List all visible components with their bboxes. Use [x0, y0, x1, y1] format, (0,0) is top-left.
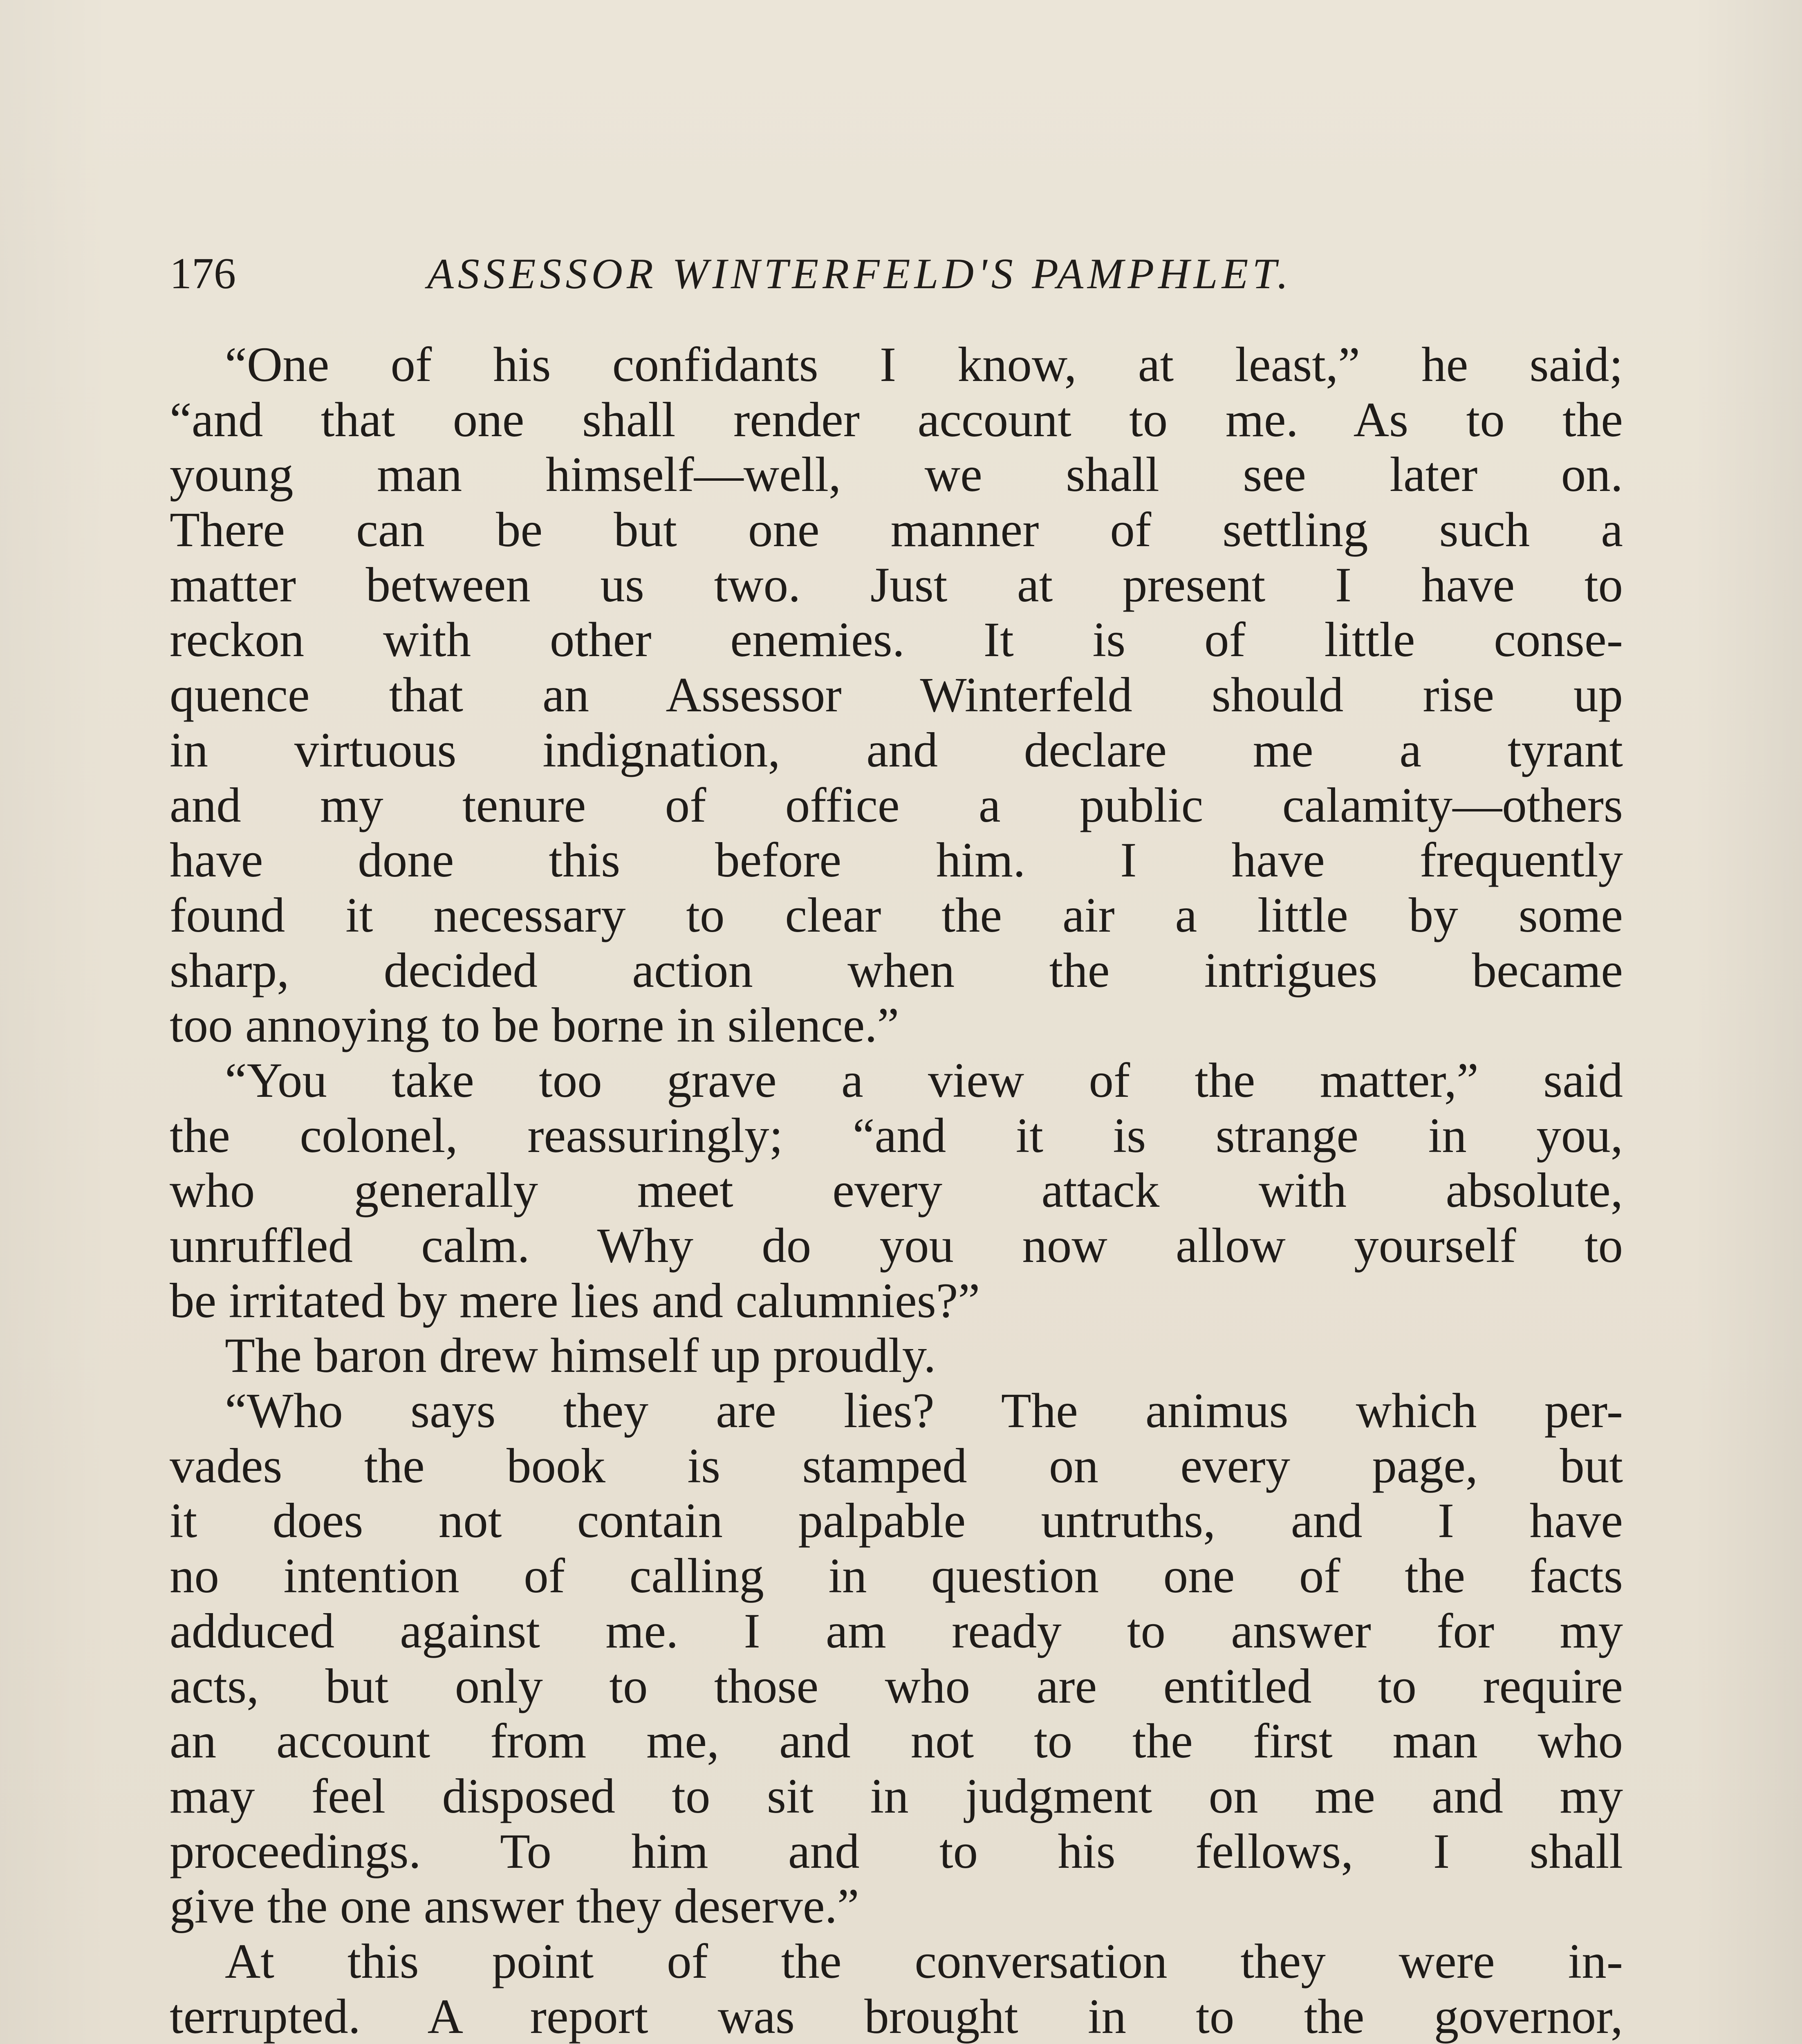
text-line: young man himself—well, we shall see later on.: [170, 447, 1623, 502]
text-line: The baron drew himself up proudly.: [225, 1328, 936, 1383]
text-line: an account from me, and not to the first man who: [170, 1714, 1623, 1769]
text-line: “and that one shall render account to me. As to the: [170, 392, 1623, 447]
text-line: sharp, decided action when the intrigues became: [170, 943, 1623, 998]
page-header: [170, 243, 1623, 305]
text-line: no intention of calling in question one of the facts: [170, 1549, 1623, 1604]
text-line: unruffled calm. Why do you now allow yourself to: [170, 1218, 1623, 1273]
page-number: 176: [170, 249, 236, 298]
text-line: proceedings. To him and to his fellows, I shall: [170, 1824, 1623, 1879]
text-line: vades the book is stamped on every page, but: [170, 1438, 1623, 1493]
text-line: give the one answer they deserve.”: [170, 1879, 859, 1934]
text-line: too annoying to be borne in silence.”: [170, 998, 899, 1053]
text-line: At this point of the conversation they were in-: [225, 1934, 1623, 1989]
text-line: it does not contain palpable untruths, and I have: [170, 1493, 1623, 1549]
text-line: matter between us two. Just at present I have to: [170, 557, 1623, 612]
text-line: acts, but only to those who are entitled to require: [170, 1659, 1623, 1714]
text-line: quence that an Assessor Winterfeld should rise up: [170, 668, 1623, 723]
text-line: and my tenure of office a public calamity—others: [170, 778, 1623, 833]
text-line: be irritated by mere lies and calumnies?”: [170, 1273, 980, 1328]
text-line: “One of his confidants I know, at least,” he said;: [225, 337, 1623, 392]
running-head: ASSESSOR WINTERFELD'S PAMPHLET.: [427, 250, 1292, 298]
body-text: [170, 337, 1623, 2044]
text-line: may feel disposed to sit in judgment on me and my: [170, 1768, 1623, 1824]
text-line: “Who says they are lies? The animus which per-: [225, 1383, 1623, 1439]
text-line: “You take too grave a view of the matter,” said: [225, 1053, 1623, 1108]
text-line: adduced against me. I am ready to answer for my: [170, 1603, 1623, 1659]
text-line: who generally meet every attack with absolute,: [170, 1163, 1623, 1218]
text-line: reckon with other enemies. It is of little conse-: [170, 612, 1623, 668]
text-line: There can be but one manner of settling such a: [170, 502, 1623, 558]
text-line: have done this before him. I have frequently: [170, 833, 1623, 888]
text-line: terrupted. A report was brought in to the governor,: [170, 1989, 1623, 2044]
text-line: in virtuous indignation, and declare me a tyrant: [170, 722, 1623, 778]
text-line: found it necessary to clear the air a little by some: [170, 888, 1623, 943]
text-line: the colonel, reassuringly; “and it is strange in you,: [170, 1108, 1623, 1163]
